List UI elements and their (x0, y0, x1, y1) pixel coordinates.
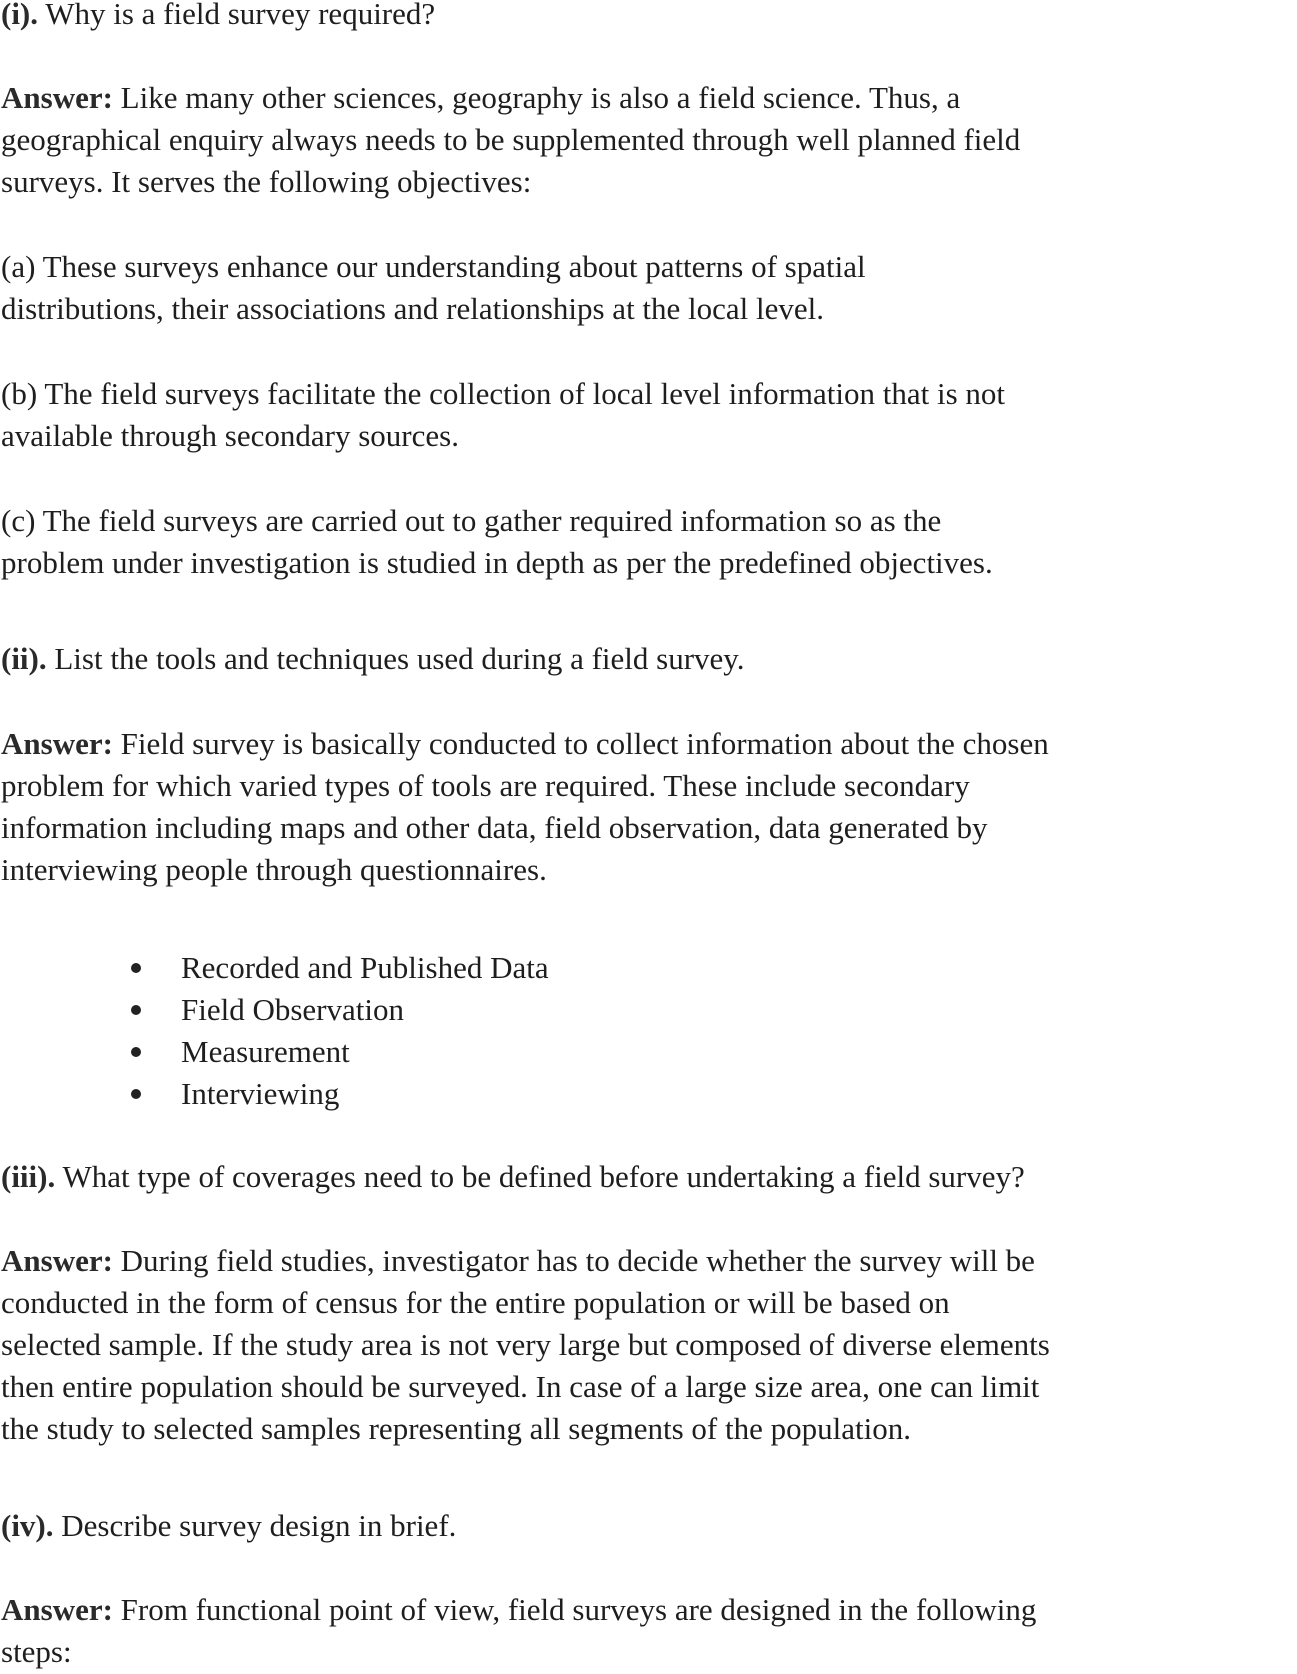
answer-line: conducted in the form of census for the entire population or will be based on (1, 1285, 950, 1320)
list-item-text: Field Observation (181, 992, 404, 1027)
paragraph-line: problem under investigation is studied in depth as per the predefined objectives. (1, 545, 993, 580)
question-label: (ii). (1, 641, 47, 676)
question-text: Describe survey design in brief. (53, 1508, 457, 1543)
answer-1 (1, 77, 1020, 203)
bullet-icon (131, 1005, 141, 1015)
bullet-icon (131, 1089, 141, 1099)
answer-line: then entire population should be surveyed. In case of a large size area, one can limit (1, 1369, 1040, 1404)
paragraph-line: (b) The field surveys facilitate the collection of local level information that is not (1, 376, 1006, 411)
question-1 (1, 0, 435, 35)
answer-2 (1, 723, 1049, 891)
answer-line: selected sample. If the study area is not very large but composed of diverse elements (1, 1327, 1050, 1362)
answer-line: From functional point of view, field surveys are designed in the following (112, 1592, 1037, 1627)
answer-label: Answer: (1, 80, 113, 115)
objective-b (1, 373, 1005, 457)
answer-label: Answer: (1, 1243, 113, 1278)
list-item-text: Recorded and Published Data (181, 950, 549, 985)
answer-label: Answer: (1, 726, 113, 761)
bullet-icon (131, 1047, 141, 1057)
question-label: (i). (1, 0, 39, 31)
paragraph-line: (c) The field surveys are carried out to gather required information so as the (1, 503, 942, 538)
list-item-text: Interviewing (181, 1076, 340, 1111)
answer-line: the study to selected samples representing all segments of the population. (1, 1411, 911, 1446)
answer-line: Field survey is basically conducted to collect information about the chosen (112, 726, 1049, 761)
question-4 (1, 1505, 456, 1547)
paragraph-line: distributions, their associations and relationships at the local level. (1, 291, 825, 326)
answer-line: information including maps and other data, field observation, data generated by (1, 810, 988, 845)
answer-line: problem for which varied types of tools are required. These include secondary (1, 768, 970, 803)
answer-4 (1, 1589, 1036, 1673)
question-label: (iii). (1, 1159, 56, 1194)
answer-line: geographical enquiry always needs to be supplemented through well planned field (1, 122, 1021, 157)
question-3 (1, 1156, 1025, 1198)
answer-line: During field studies, investigator has to decide whether the survey will be (112, 1243, 1035, 1278)
question-text: What type of coverages need to be defined before undertaking a field survey? (55, 1159, 1025, 1194)
answer-line: steps: (1, 1634, 72, 1669)
answer-3 (1, 1240, 1050, 1450)
answer-label: Answer: (1, 1592, 113, 1627)
paragraph-line: available through secondary sources. (1, 418, 459, 453)
question-2 (1, 638, 745, 680)
answer-line: surveys. It serves the following objectives: (1, 164, 532, 199)
list-item-text: Measurement (181, 1034, 350, 1069)
answer-line: interviewing people through questionnaires. (1, 852, 547, 887)
answer-line: Like many other sciences, geography is also a field science. Thus, a (112, 80, 961, 115)
paragraph-line: (a) These surveys enhance our understanding about patterns of spatial (1, 249, 866, 284)
question-text: Why is a field survey required? (38, 0, 436, 31)
question-label: (iv). (1, 1508, 54, 1543)
bullet-icon (131, 963, 141, 973)
objective-a (1, 246, 866, 330)
objective-c (1, 500, 993, 584)
question-text: List the tools and techniques used during a field survey. (46, 641, 745, 676)
